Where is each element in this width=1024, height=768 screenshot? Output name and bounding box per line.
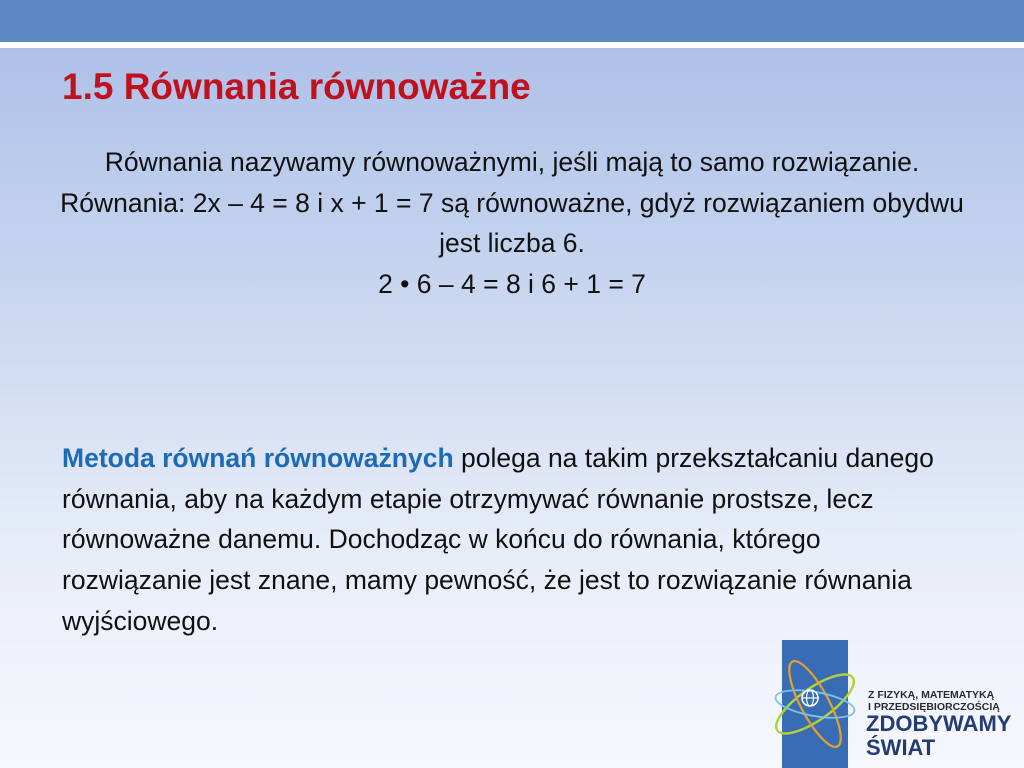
logo-tagline-2: I PRZEDSIĘBIORCZOŚCIĄ [868, 701, 1000, 713]
atom-emblem [770, 632, 866, 768]
method-description: polega na takim przekształcaniu danego równania, aby na każdym etapie otrzymywać równanie prostsze, lecz równoważne danemu. Dochodząc w końcu do równania, którego rozwiązanie jest znane, mamy pewność, że jest to rozwiązanie równania wyjściowego. [62, 443, 934, 636]
intro-text [60, 142, 964, 304]
slide-title: 1.5 Równania równoważne [62, 66, 531, 107]
check-text: 2 • 6 – 4 = 8 i 6 + 1 = 7 [378, 268, 646, 299]
method-paragraph [62, 438, 962, 642]
logo-name-2: ŚWIAT [866, 735, 936, 760]
logo-name-1: ZDOBYWAMY [866, 711, 1012, 736]
example-text: Równania: 2x – 4 = 8 i x + 1 = 7 są równoważne, gdyż rozwiązaniem obydwu jest liczba 6. [60, 187, 964, 258]
project-logo [770, 632, 1024, 768]
top-divider [0, 42, 1024, 48]
top-bar [0, 0, 1024, 42]
definition-text: Równania nazywamy równoważnymi, jeśli mają to samo rozwiązanie. [104, 147, 920, 177]
logo-tagline-1: Z FIZYKĄ, MATEMATYKĄ [868, 689, 995, 701]
method-term: Metoda równań równoważnych [62, 443, 454, 473]
